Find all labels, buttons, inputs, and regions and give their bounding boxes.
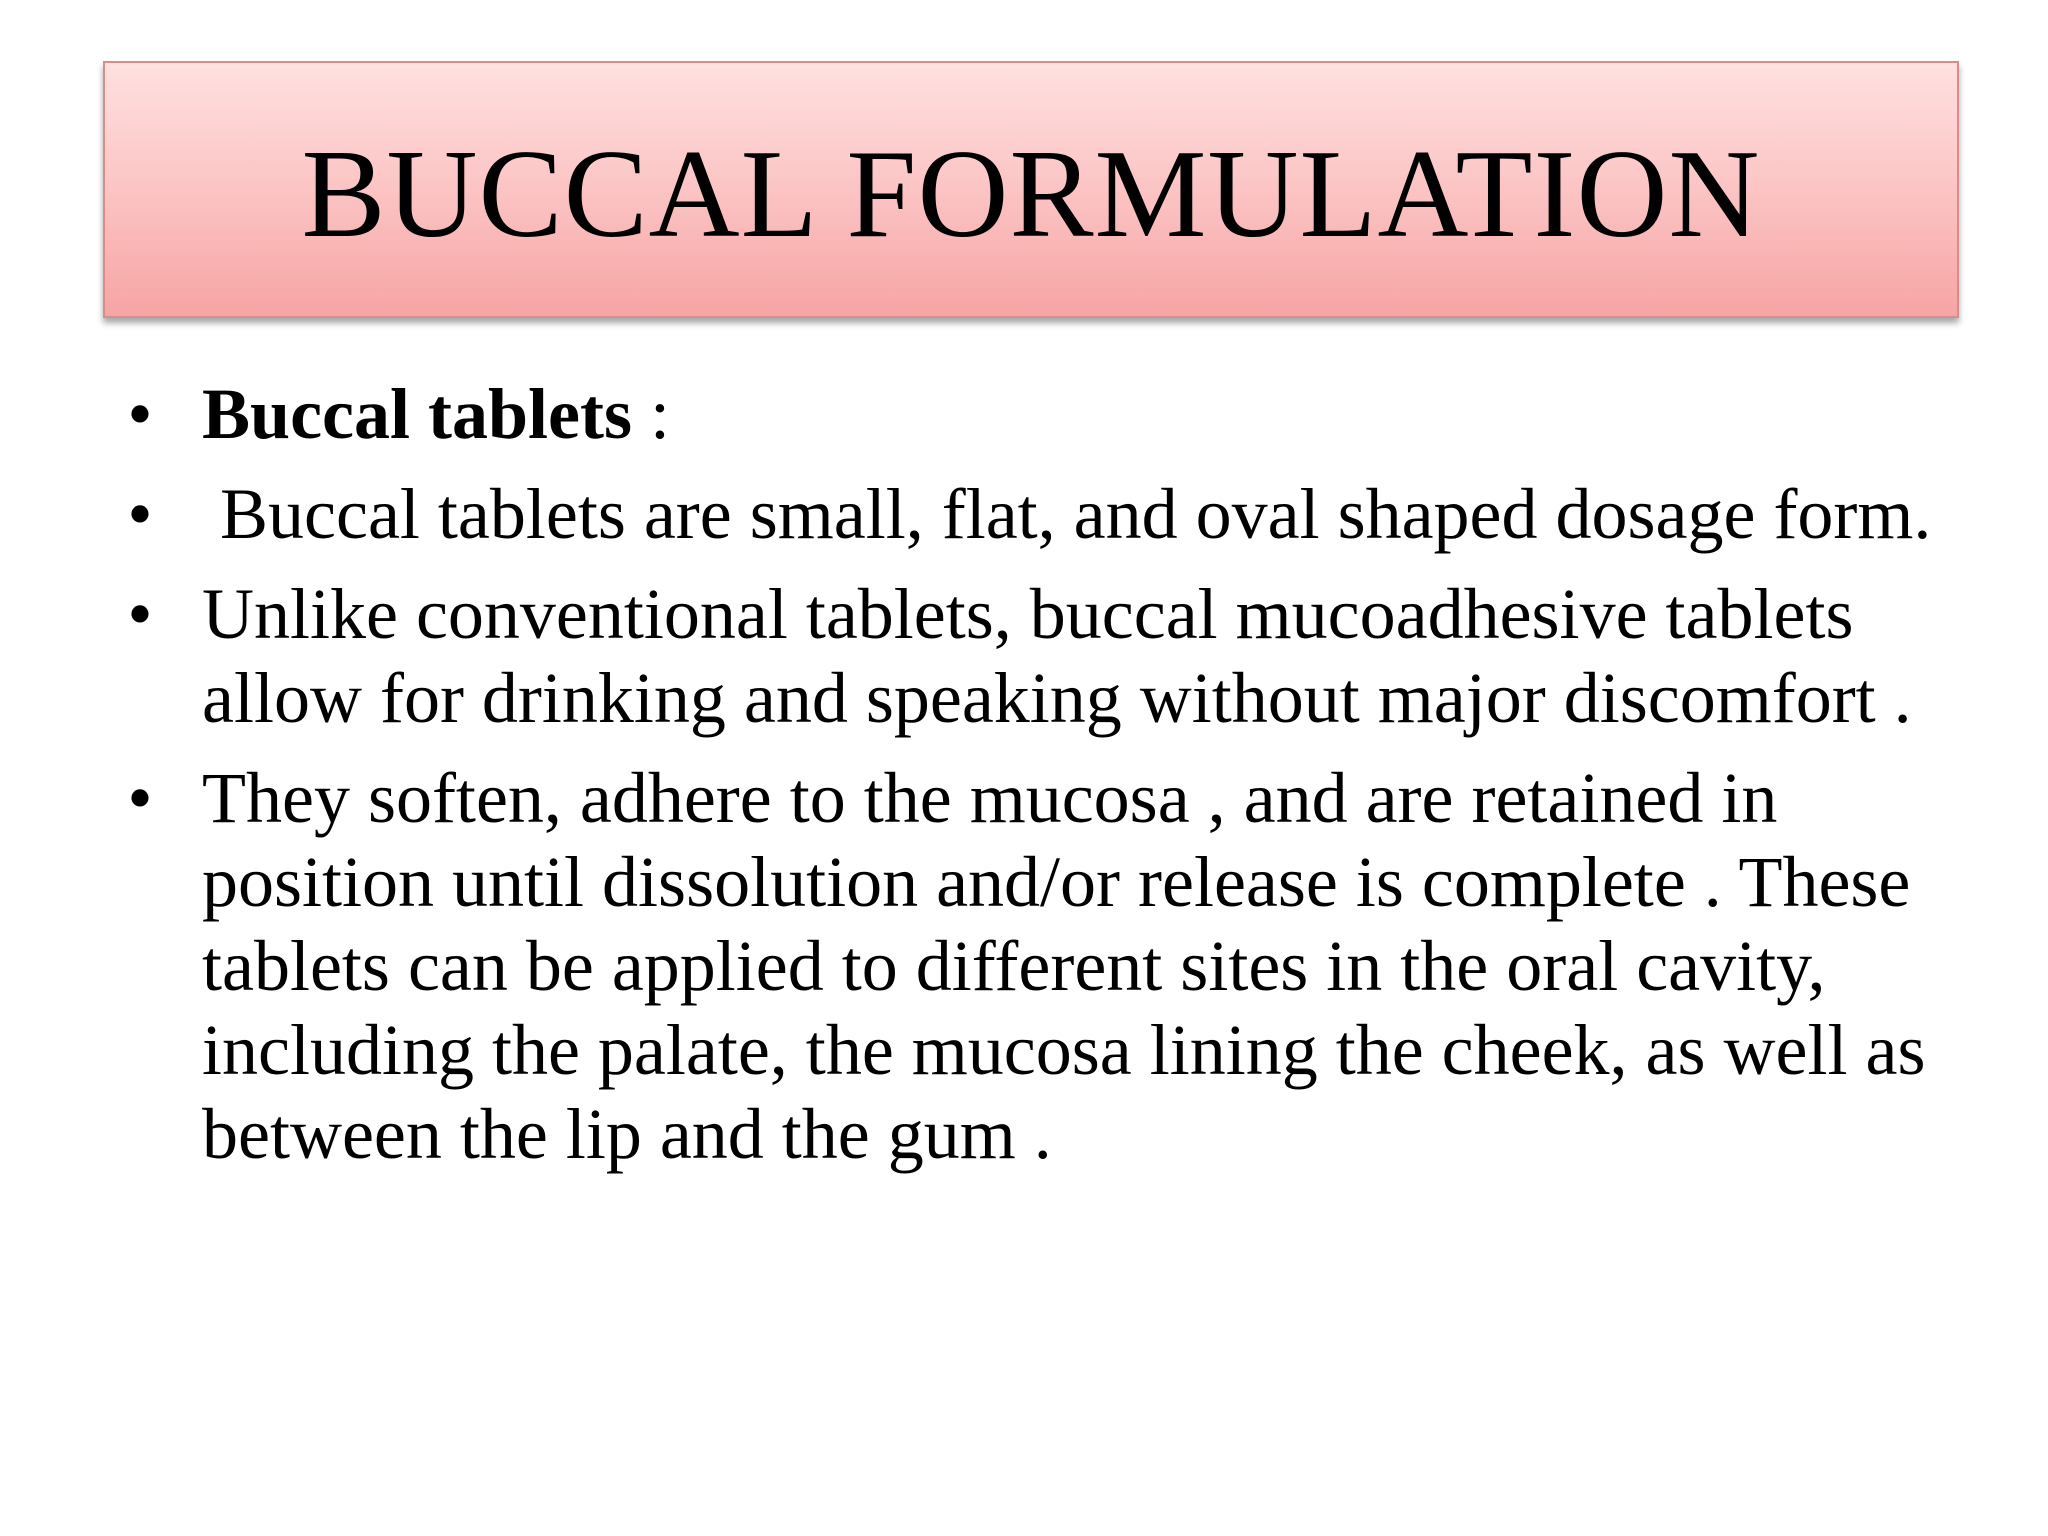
bullet-icon: • bbox=[127, 574, 153, 654]
bullet-item-application bbox=[120, 756, 1940, 1176]
bullet-item-definition bbox=[120, 472, 1940, 556]
bullet-bold-text: Buccal tablets bbox=[202, 374, 632, 454]
bullet-list bbox=[120, 372, 1940, 1176]
slide-title: BUCCAL FORMULATION bbox=[301, 124, 1761, 264]
bullet-item-comparison bbox=[120, 572, 1940, 740]
bullet-text: They soften, adhere to the mucosa , and are retained in position until dissolution and/or release is complete . These tablets can be applied to different sites in the oral cavity, including the palate, the mucosa lining the cheek, as well as between the lip and the gum . bbox=[202, 758, 1926, 1174]
bullet-text: Unlike conventional tablets, buccal mucoadhesive tablets allow for drinking and speaking without major discomfort . bbox=[202, 574, 1912, 738]
bullet-icon: • bbox=[127, 758, 153, 838]
bullet-icon: • bbox=[127, 374, 153, 454]
bullet-text: Buccal tablets are small, flat, and oval shaped dosage form. bbox=[202, 474, 1932, 554]
title-banner bbox=[103, 61, 1959, 318]
bullet-icon: • bbox=[127, 474, 153, 554]
bullet-item-buccal-tablets-heading bbox=[120, 372, 1940, 456]
bullet-text: : bbox=[631, 374, 670, 454]
slide-body bbox=[120, 372, 1940, 1192]
